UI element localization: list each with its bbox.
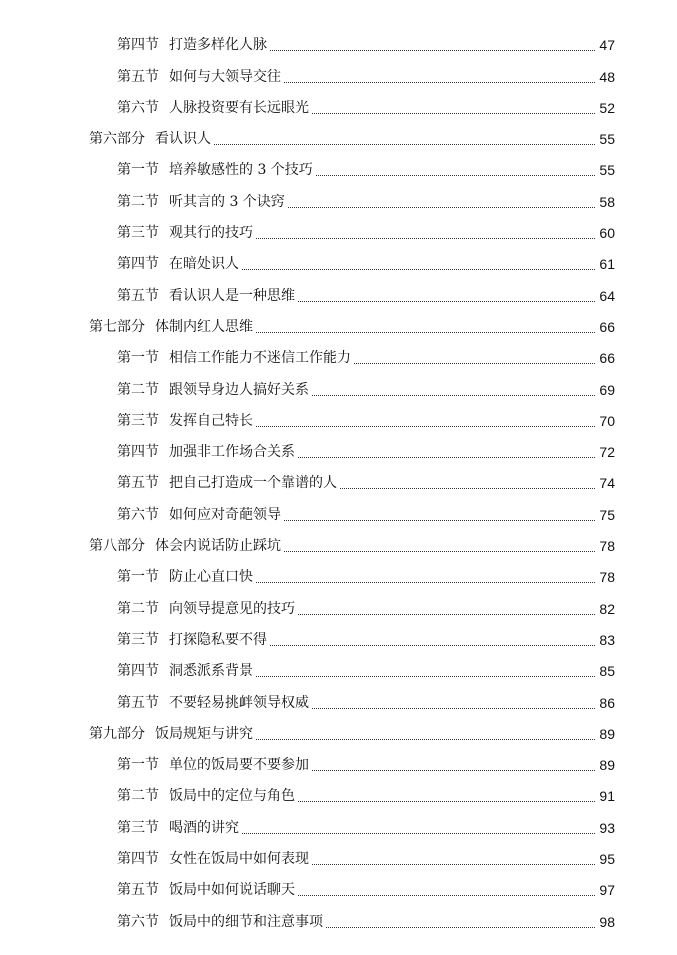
part-number: 第九部分 [89,725,145,742]
entry-label [117,914,325,930]
entry-number: 第一节 [117,569,159,586]
entry-title: 洞悉派系背景 [169,663,253,680]
toc-entry [0,466,677,497]
entry-page-number: 78 [596,569,615,585]
toc-entry [0,216,677,247]
entry-page-number: 75 [596,507,615,523]
entry-label [89,131,213,147]
entry-label [117,851,311,867]
toc-part-entry [0,717,677,748]
entry-page-number: 60 [596,225,615,241]
entry-number: 第四节 [117,444,159,461]
toc-entry [0,904,677,935]
entry-label [117,632,269,648]
toc-entry [0,654,677,685]
entry-label [117,569,255,585]
entry-page-number: 64 [596,288,615,304]
toc-entry [0,59,677,90]
entry-page-number: 78 [596,538,615,554]
entry-title: 相信工作能力不迷信工作能力 [169,350,351,367]
entry-page-number: 72 [596,444,615,460]
entry-title: 饭局中的细节和注意事项 [169,913,323,930]
entry-number: 第四节 [117,37,159,54]
entry-title: 打造多样化人脉 [169,37,267,54]
entry-number: 第二节 [117,381,159,398]
entry-label [117,695,311,711]
entry-number: 第五节 [117,68,159,85]
toc-entry [0,247,677,278]
entry-number: 第六节 [117,506,159,523]
entry-number: 第五节 [117,287,159,304]
entry-number: 第三节 [117,819,159,836]
toc-part-entry [0,122,677,153]
toc-entry [0,748,677,779]
entry-number: 第一节 [117,757,159,774]
entry-page-number: 55 [596,162,615,178]
entry-number: 第一节 [117,162,159,179]
toc-entry [0,560,677,591]
entry-number: 第四节 [117,256,159,273]
entry-label [117,162,315,178]
part-title: 体制内红人思维 [155,318,253,335]
entry-page-number: 91 [596,788,615,804]
part-title: 看认识人 [155,131,211,148]
toc-entry [0,779,677,810]
entry-label [117,100,311,116]
entry-label [117,382,311,398]
toc-entry [0,685,677,716]
entry-title: 女性在饭局中如何表现 [169,851,309,868]
toc-part-entry [0,529,677,560]
toc-entry [0,497,677,528]
toc-entry [0,873,677,904]
entry-page-number: 83 [596,632,615,648]
entry-page-number: 89 [596,757,615,773]
toc-entry [0,153,677,184]
toc-entry [0,278,677,309]
entry-number: 第六节 [117,99,159,116]
entry-title: 单位的饭局要不要参加 [169,757,309,774]
entry-title: 如何应对奇葩领导 [169,506,281,523]
entry-label [117,507,283,523]
entry-title: 饭局中的定位与角色 [169,788,295,805]
entry-page-number: 69 [596,382,615,398]
entry-number: 第五节 [117,882,159,899]
entry-number: 第一节 [117,350,159,367]
entry-label [117,601,297,617]
entry-page-number: 52 [596,100,615,116]
entry-title: 观其行的技巧 [169,225,253,242]
toc-entry [0,184,677,215]
entry-title: 喝酒的讲究 [169,819,239,836]
entry-label [117,350,353,366]
entry-page-number: 66 [596,350,615,366]
part-number: 第六部分 [89,131,145,148]
entry-page-number: 61 [596,256,615,272]
entry-label [117,820,241,836]
entry-page-number: 47 [596,37,615,53]
entry-number: 第三节 [117,412,159,429]
entry-title: 发挥自己特长 [169,412,253,429]
entry-page-number: 70 [596,413,615,429]
entry-page-number: 48 [596,69,615,85]
entry-label [117,663,255,679]
entry-title: 打探隐私要不得 [169,631,267,648]
entry-page-number: 93 [596,820,615,836]
part-number: 第八部分 [89,538,145,555]
entry-title: 在暗处识人 [169,256,239,273]
toc-entry [0,341,677,372]
entry-number: 第五节 [117,475,159,492]
entry-label [117,475,339,491]
toc-entry [0,404,677,435]
entry-number: 第三节 [117,225,159,242]
entry-page-number: 97 [596,882,615,898]
entry-label [117,69,283,85]
toc-entry [0,623,677,654]
entry-number: 第三节 [117,631,159,648]
entry-label [117,194,287,210]
entry-page-number: 55 [596,131,615,147]
entry-label [89,319,255,335]
entry-title: 饭局中如何说话聊天 [169,882,295,899]
entry-label [117,413,255,429]
entry-number: 第五节 [117,694,159,711]
entry-title: 人脉投资要有长远眼光 [169,99,309,116]
entry-label [89,538,283,554]
entry-page-number: 89 [596,726,615,742]
entry-label [117,37,269,53]
entry-title: 把自己打造成一个靠谱的人 [169,475,337,492]
entry-page-number: 85 [596,663,615,679]
entry-label [117,882,297,898]
entry-label [117,256,241,272]
entry-page-number: 95 [596,851,615,867]
toc-entry [0,591,677,622]
entry-title: 向领导提意见的技巧 [169,600,295,617]
entry-title: 跟领导身边人搞好关系 [169,381,309,398]
entry-page-number: 82 [596,601,615,617]
entry-label [117,757,311,773]
part-title: 饭局规矩与讲究 [155,725,253,742]
entry-title: 加强非工作场合关系 [169,444,295,461]
entry-label [117,225,255,241]
entry-number: 第四节 [117,663,159,680]
entry-page-number: 86 [596,695,615,711]
entry-number: 第二节 [117,600,159,617]
part-title: 体会内说话防止踩坑 [155,538,281,555]
entry-number: 第二节 [117,788,159,805]
toc-part-entry [0,310,677,341]
entry-label [117,788,297,804]
entry-title: 防止心直口快 [169,569,253,586]
entry-page-number: 58 [596,194,615,210]
entry-page-number: 74 [596,475,615,491]
entry-title: 培养敏感性的 3 个技巧 [169,162,313,179]
toc-entry [0,91,677,122]
entry-page-number: 98 [596,914,615,930]
entry-number: 第二节 [117,193,159,210]
entry-label [117,444,297,460]
entry-number: 第四节 [117,851,159,868]
toc-entry [0,372,677,403]
table-of-contents [0,28,677,936]
toc-entry [0,810,677,841]
entry-title: 如何与大领导交往 [169,68,281,85]
entry-label [117,288,297,304]
part-number: 第七部分 [89,318,145,335]
entry-title: 不要轻易挑衅领导权威 [169,694,309,711]
entry-title: 听其言的 3 个诀窍 [169,193,285,210]
entry-title: 看认识人是一种思维 [169,287,295,304]
toc-entry [0,28,677,59]
entry-label [89,726,255,742]
toc-entry [0,842,677,873]
toc-entry [0,435,677,466]
entry-page-number: 66 [596,319,615,335]
entry-number: 第六节 [117,913,159,930]
